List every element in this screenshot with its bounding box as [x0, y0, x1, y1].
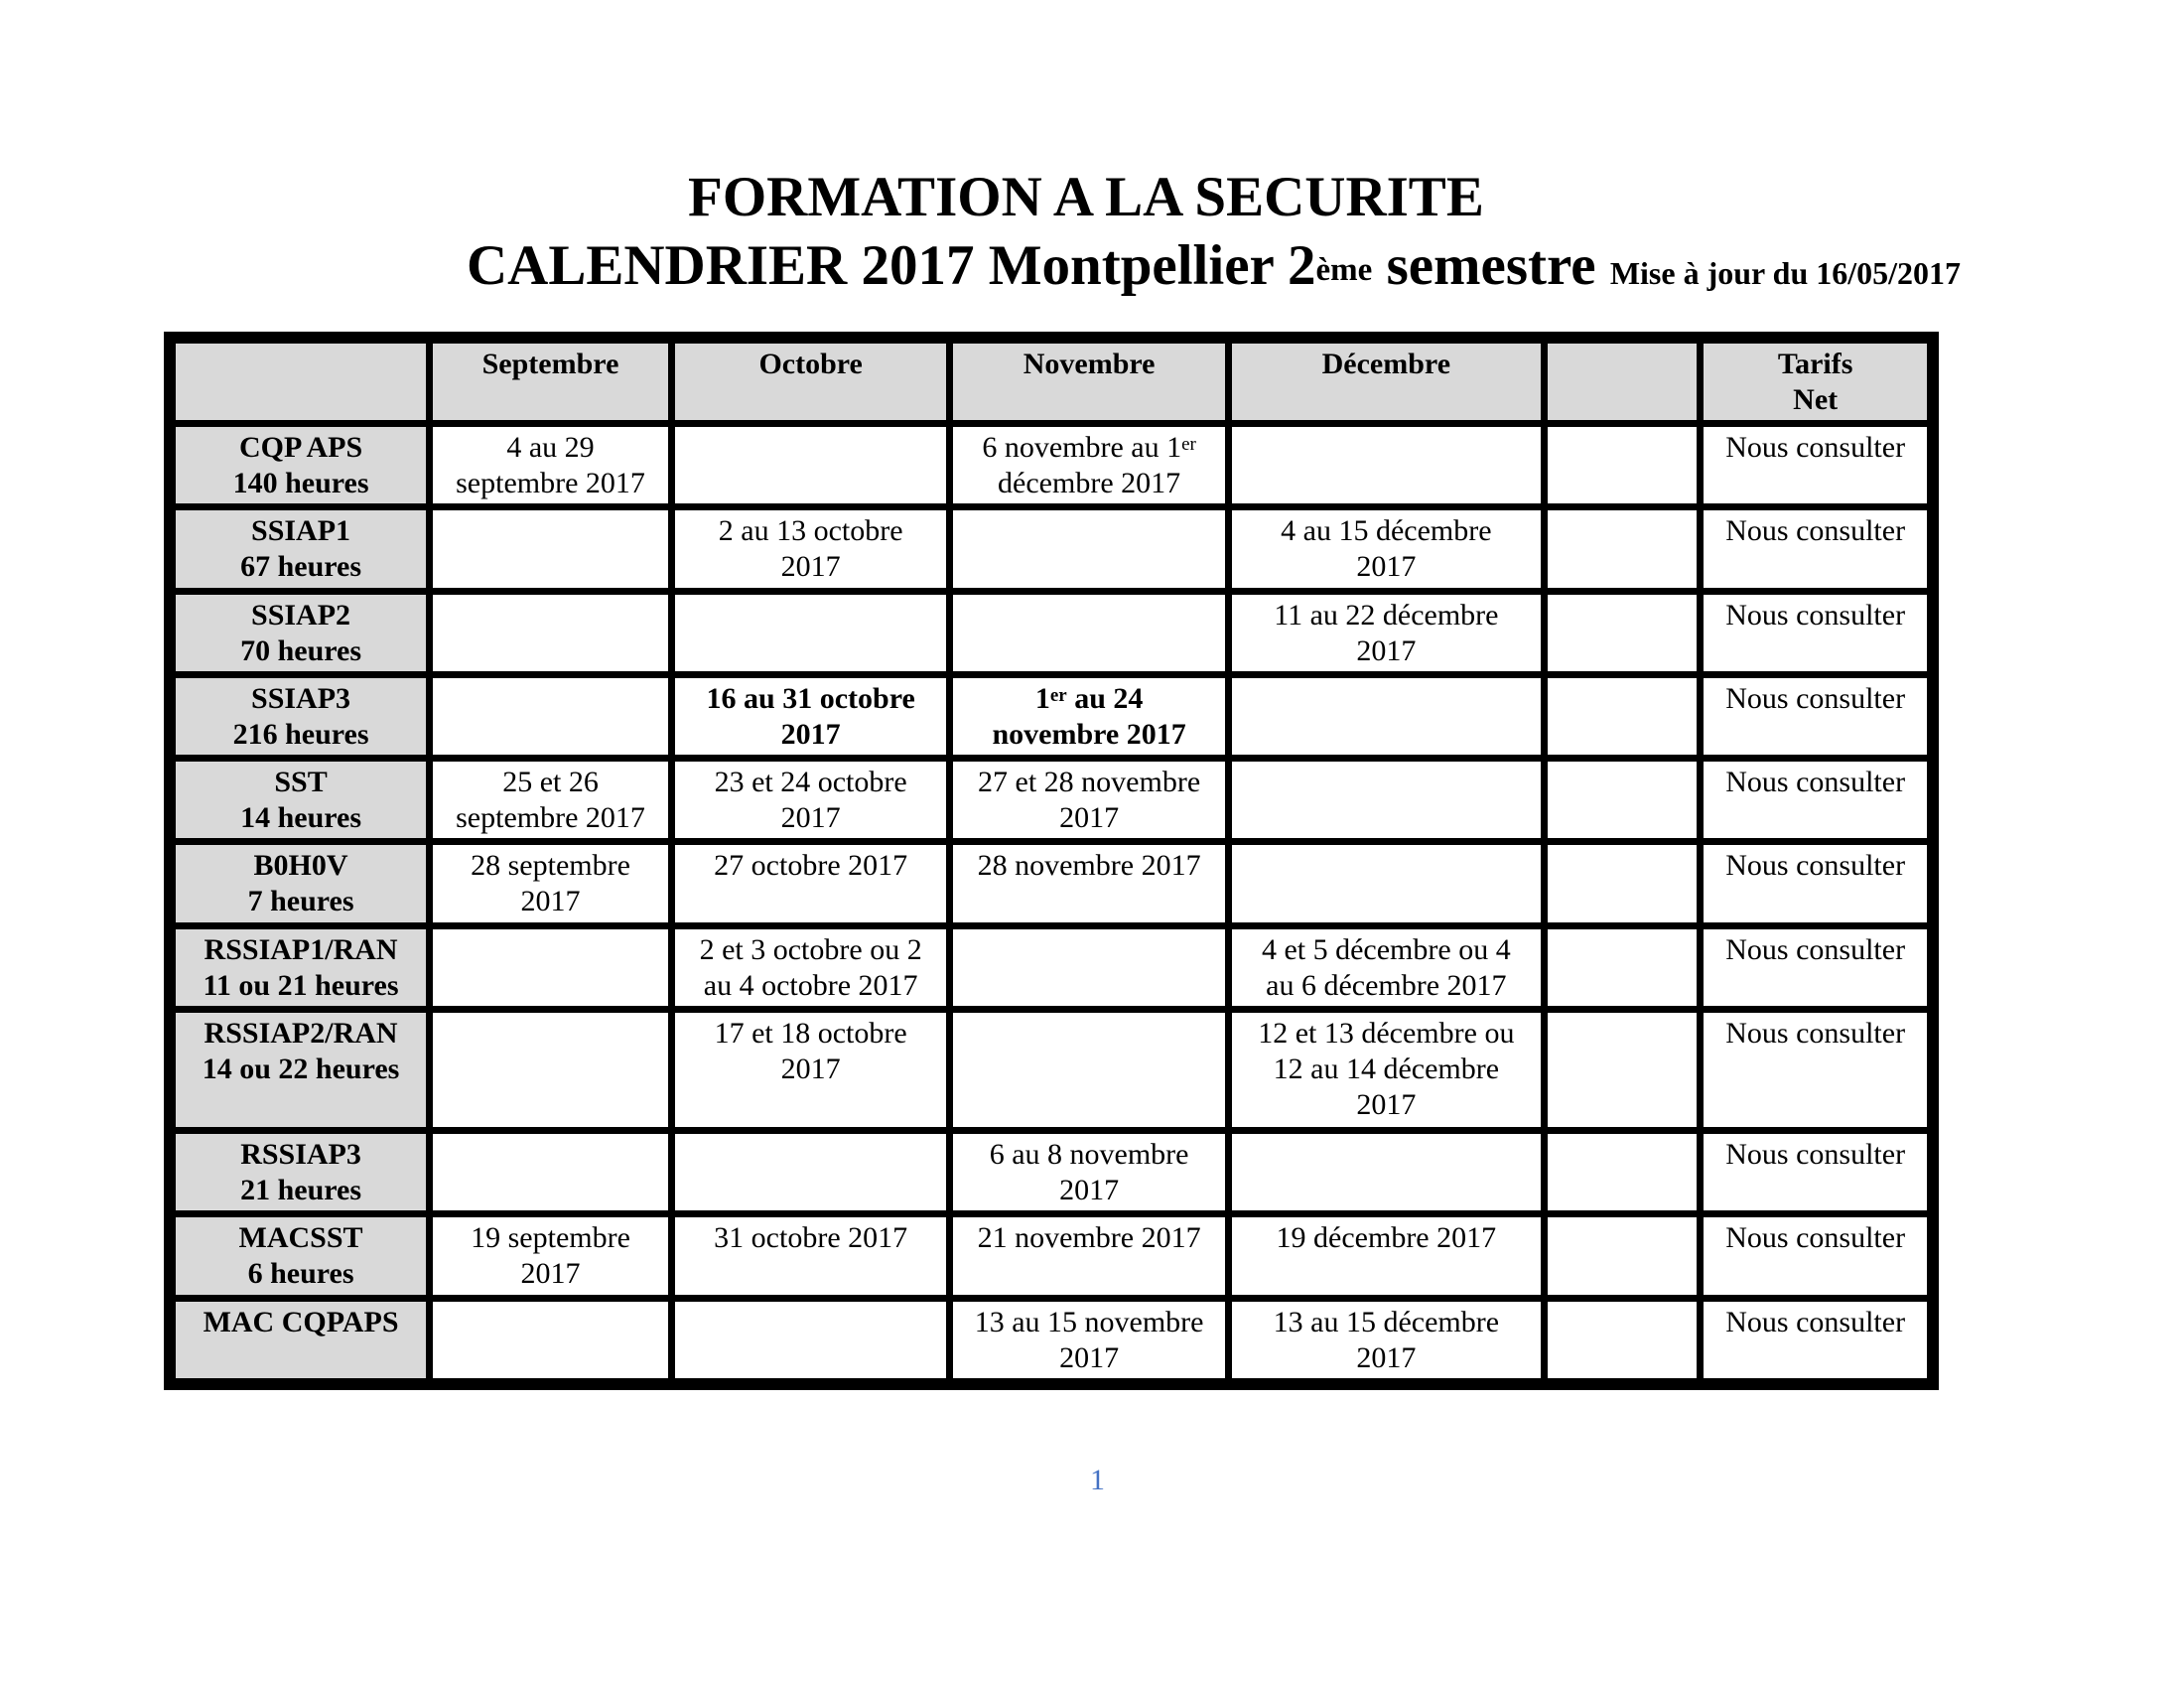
table-cell: [1231, 844, 1542, 922]
table-cell: [1703, 594, 1928, 672]
table-cell: [1231, 426, 1542, 504]
row-header-rssiap2-ran: [175, 1012, 427, 1128]
cell-line: au 4 octobre 2017: [703, 968, 918, 1002]
schedule-table-frame: [164, 332, 1939, 1390]
cell-line: Nous consulter: [1725, 1137, 1906, 1171]
cell-line: 28 septembre: [471, 849, 630, 883]
table-cell: [674, 1133, 947, 1211]
cell-line: 12 et 13 décembre ou: [1258, 1017, 1515, 1051]
table-cell: [674, 1012, 947, 1128]
table-row: [175, 594, 1928, 672]
table-cell: [1231, 928, 1542, 1007]
schedule-table: [170, 338, 1933, 1384]
table-row: [175, 1216, 1928, 1295]
cell-line: Décembre: [1321, 348, 1451, 380]
table-body: [175, 426, 1928, 1379]
cell-line: [956, 681, 1221, 717]
cell-superscript: er: [1049, 684, 1067, 706]
cell-line: Nous consulter: [1725, 431, 1906, 464]
table-row: [175, 928, 1928, 1007]
cell-line: 2017: [1059, 801, 1120, 835]
cell-superscript: er: [1181, 434, 1196, 455]
cell-line: MAC CQPAPS: [203, 1305, 399, 1338]
table-row: [175, 509, 1928, 588]
cell-line: RSSIAP1/RAN: [204, 932, 398, 966]
cell-line: 2017: [780, 801, 841, 835]
table-row: [175, 677, 1928, 756]
table-cell: [1703, 761, 1928, 839]
table-cell: [674, 677, 947, 756]
table-cell: [1547, 1133, 1698, 1211]
table-cell: [432, 594, 669, 672]
table-cell: [952, 844, 1225, 922]
cell-line: 2017: [780, 550, 841, 584]
page-subtitle: [467, 226, 1961, 313]
table-cell: [1547, 844, 1698, 922]
table-cell: [674, 1301, 947, 1379]
cell-text-after: au 24: [1066, 681, 1144, 715]
cell-line: 2017: [520, 885, 581, 918]
row-header-macsst: [175, 1216, 427, 1295]
table-cell: [952, 509, 1225, 588]
header-row: [175, 343, 1928, 421]
column-header-empty: [1547, 343, 1698, 421]
table-row: [175, 844, 1928, 922]
cell-line: 2017: [1356, 1340, 1417, 1374]
row-header-ssiap3: [175, 677, 427, 756]
table-cell: [674, 1216, 947, 1295]
cell-line: 216 heures: [232, 717, 369, 751]
cell-line: CQP APS: [238, 431, 363, 464]
cell-line: MACSST: [238, 1221, 363, 1255]
cell-line: 12 au 14 décembre: [1273, 1053, 1500, 1086]
cell-line: 27 octobre 2017: [714, 849, 908, 883]
cell-line: 140 heures: [232, 467, 369, 499]
cell-line: SST: [274, 766, 328, 799]
column-header-decembre: [1231, 343, 1542, 421]
column-header-septembre: [432, 343, 669, 421]
table-cell: [1703, 426, 1928, 504]
table-cell: [432, 1216, 669, 1295]
table-cell: [952, 1301, 1225, 1379]
cell-line: novembre 2017: [992, 717, 1186, 751]
cell-line: 7 heures: [247, 885, 354, 918]
table-cell: [1231, 761, 1542, 839]
cell-line: 2017: [780, 717, 841, 751]
table-cell: [952, 1216, 1225, 1295]
cell-line: SSIAP2: [251, 598, 351, 632]
column-header-tarifs-net: [1703, 343, 1928, 421]
cell-line: Nous consulter: [1725, 849, 1906, 883]
cell-text: 6 novembre au 1: [982, 431, 1182, 464]
cell-line: 25 et 26: [502, 766, 599, 799]
table-cell: [1231, 509, 1542, 588]
cell-line: 4 et 5 décembre ou 4: [1261, 932, 1511, 966]
cell-line: 13 au 15 décembre: [1273, 1305, 1500, 1338]
cell-line: Nous consulter: [1725, 681, 1906, 715]
cell-line: Septembre: [481, 348, 619, 380]
table-cell: [952, 928, 1225, 1007]
table-cell: [1547, 1012, 1698, 1128]
cell-line: Net: [1793, 383, 1839, 416]
cell-line: 2017: [1356, 550, 1417, 584]
table-cell: [952, 594, 1225, 672]
column-header-novembre: [952, 343, 1225, 421]
cell-line: B0H0V: [253, 849, 348, 883]
update-date-note: Mise à jour du 16/05/2017: [1609, 255, 1962, 291]
cell-line: 2 au 13 octobre: [718, 514, 903, 548]
table-cell: [674, 509, 947, 588]
cell-line: SSIAP3: [251, 681, 351, 715]
column-header-octobre: [674, 343, 947, 421]
row-header-sst: [175, 761, 427, 839]
cell-line: 13 au 15 novembre: [974, 1305, 1204, 1338]
table-cell: [1547, 677, 1698, 756]
cell-line: 4 au 15 décembre: [1281, 514, 1492, 548]
row-header-b0h0v: [175, 844, 427, 922]
table-cell: [674, 594, 947, 672]
row-header-ssiap2: [175, 594, 427, 672]
table-cell: [1703, 1012, 1928, 1128]
cell-text: 1: [1034, 681, 1050, 715]
row-header-rssiap3: [175, 1133, 427, 1211]
cell-line: SSIAP1: [251, 514, 351, 548]
cell-line: [956, 430, 1221, 466]
table-cell: [1547, 1216, 1698, 1295]
table-cell: [432, 844, 669, 922]
table-cell: [674, 761, 947, 839]
table-cell: [1703, 844, 1928, 922]
cell-line: 14 heures: [240, 801, 362, 835]
cell-line: 4 au 29: [506, 431, 595, 464]
cell-line: Nous consulter: [1725, 932, 1906, 966]
cell-line: septembre 2017: [456, 801, 645, 835]
cell-line: 14 ou 22 heures: [202, 1053, 400, 1086]
row-header-ssiap1: [175, 509, 427, 588]
table-cell: [1703, 928, 1928, 1007]
cell-line: 21 heures: [240, 1173, 362, 1206]
table-cell: [1547, 594, 1698, 672]
cell-line: Nous consulter: [1725, 766, 1906, 799]
column-header-empty: [175, 343, 427, 421]
cell-line: Octobre: [758, 348, 863, 380]
cell-line: 21 novembre 2017: [977, 1221, 1201, 1255]
cell-line: 11 au 22 décembre: [1274, 598, 1499, 632]
table-row: [175, 426, 1928, 504]
cell-line: 28 novembre 2017: [977, 849, 1201, 883]
table-cell: [952, 761, 1225, 839]
cell-line: 2017: [520, 1257, 581, 1291]
table-row: [175, 1301, 1928, 1379]
cell-line: 2017: [1356, 633, 1417, 667]
cell-line: 16 au 31 octobre: [706, 681, 915, 715]
cell-line: Tarifs: [1777, 348, 1853, 380]
table-cell: [1231, 1133, 1542, 1211]
page-title: FORMATION A LA SECURITE: [688, 166, 1484, 228]
table-row: [175, 1133, 1928, 1211]
table-cell: [1231, 677, 1542, 756]
cell-line: Nous consulter: [1725, 598, 1906, 632]
table-cell: [1703, 1301, 1928, 1379]
table-cell: [952, 1133, 1225, 1211]
cell-line: 19 septembre: [471, 1221, 630, 1255]
cell-line: 19 décembre 2017: [1276, 1221, 1497, 1255]
table-cell: [674, 426, 947, 504]
cell-line: Nous consulter: [1725, 1305, 1906, 1338]
cell-line: 6 heures: [247, 1257, 354, 1291]
table-cell: [952, 426, 1225, 504]
cell-line: 2017: [780, 1053, 841, 1086]
cell-line: 23 et 24 octobre: [714, 766, 907, 799]
table-cell: [1703, 1133, 1928, 1211]
table-cell: [674, 928, 947, 1007]
cell-line: 70 heures: [240, 633, 362, 667]
cell-line: 11 ou 21 heures: [203, 968, 399, 1002]
cell-line: 6 au 8 novembre: [989, 1137, 1189, 1171]
row-header-rssiap1-ran: [175, 928, 427, 1007]
table-cell: [432, 509, 669, 588]
table-cell: [1547, 761, 1698, 839]
table-cell: [432, 761, 669, 839]
cell-line: 67 heures: [240, 550, 362, 584]
cell-line: Nous consulter: [1725, 1221, 1906, 1255]
table-cell: [432, 426, 669, 504]
cell-line: 27 et 28 novembre: [978, 766, 1201, 799]
table-row: [175, 1012, 1928, 1128]
page-number: 1: [1090, 1464, 1105, 1496]
table-cell: [1547, 1301, 1698, 1379]
cell-line: 31 octobre 2017: [714, 1221, 908, 1255]
table-cell: [1703, 677, 1928, 756]
subtitle-main: CALENDRIER 2017 Montpellier 2: [467, 234, 1316, 297]
cell-line: septembre 2017: [456, 467, 645, 499]
cell-line: 2017: [1356, 1088, 1417, 1122]
row-header-mac-cqpaps: [175, 1301, 427, 1379]
cell-line: au 6 décembre 2017: [1266, 968, 1507, 1002]
row-header-cqp-aps: [175, 426, 427, 504]
table-cell: [1231, 1216, 1542, 1295]
table-row: [175, 761, 1928, 839]
cell-line: 2 et 3 octobre ou 2: [699, 932, 922, 966]
table-cell: [432, 677, 669, 756]
table-cell: [432, 928, 669, 1007]
table-cell: [1547, 426, 1698, 504]
table-cell: [1231, 594, 1542, 672]
subtitle-superscript: ème: [1315, 252, 1373, 288]
table-cell: [432, 1133, 669, 1211]
table-cell: [1703, 509, 1928, 588]
cell-line: 2017: [1059, 1173, 1120, 1206]
table-cell: [432, 1012, 669, 1128]
table-cell: [952, 1012, 1225, 1128]
table-cell: [432, 1301, 669, 1379]
table-cell: [1231, 1012, 1542, 1128]
cell-line: RSSIAP3: [240, 1137, 361, 1171]
table-cell: [1547, 928, 1698, 1007]
cell-line: Nous consulter: [1725, 514, 1906, 548]
table-cell: [1703, 1216, 1928, 1295]
cell-line: 17 et 18 octobre: [714, 1017, 907, 1051]
table-cell: [1231, 1301, 1542, 1379]
cell-line: décembre 2017: [998, 467, 1181, 499]
table-cell: [1547, 509, 1698, 588]
table-cell: [952, 677, 1225, 756]
table-cell: [674, 844, 947, 922]
subtitle-end: semestre: [1372, 234, 1596, 297]
cell-line: Nous consulter: [1725, 1017, 1906, 1051]
cell-line: 2017: [1059, 1340, 1120, 1374]
cell-line: RSSIAP2/RAN: [204, 1017, 398, 1051]
cell-line: Novembre: [1023, 348, 1156, 380]
